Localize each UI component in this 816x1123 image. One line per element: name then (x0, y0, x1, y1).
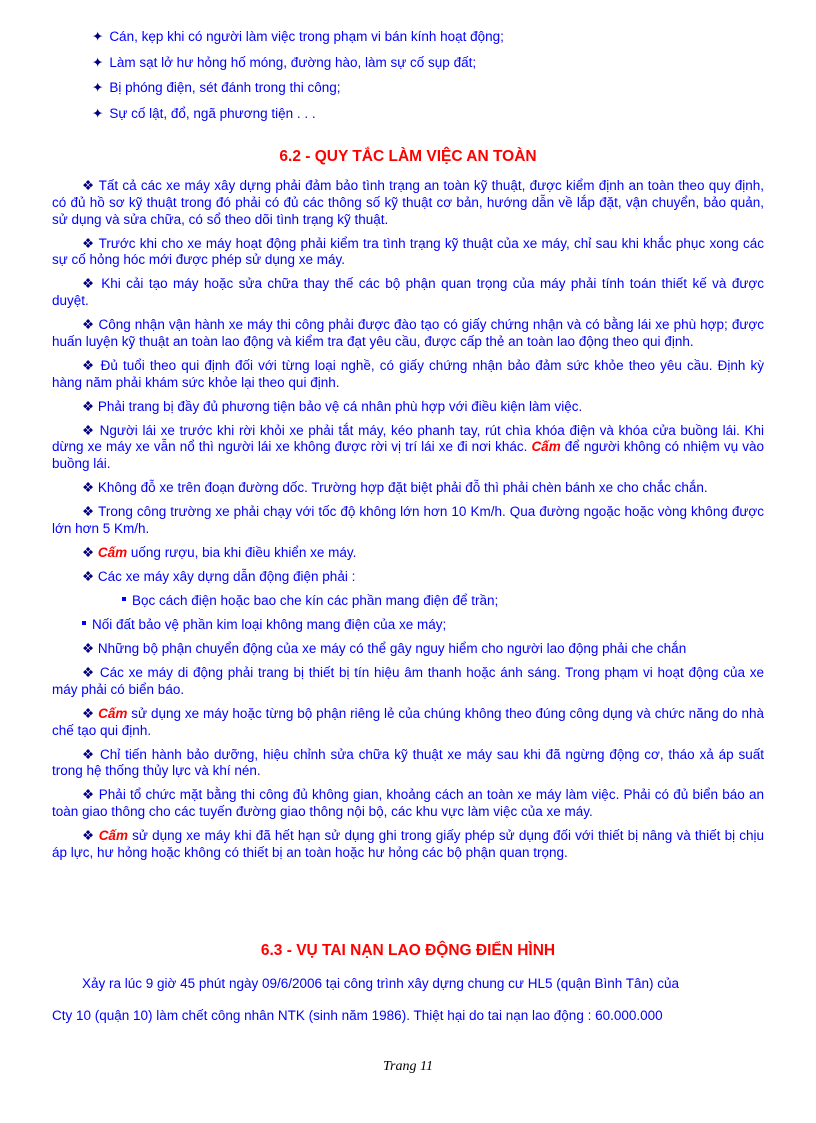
small-square-icon (122, 597, 126, 601)
four-diamonds-icon: ❖ (82, 235, 95, 251)
prohibition-emphasis: Cấm (531, 439, 561, 455)
rule-paragraph: ❖ Phải tổ chức mặt bằng thi công đủ không gian, khoảng cách an toàn xe máy làm việc. Phải có đủ biển báo an toàn giao thông cho các tuyến đường giao thông nội bộ, các khu vực làm việc của xe máy. (52, 787, 764, 820)
accident-text-line: Xảy ra lúc 9 giờ 45 phút ngày 09/6/2006 tại công trình xây dựng chung cư HL5 (quận Bình Tân) của (82, 976, 680, 991)
four-diamonds-icon: ❖ (82, 787, 95, 803)
section-heading-6-3: 6.3 - VỤ TAI NẠN LAO ĐỘNG ĐIỂN HÌNH (260, 942, 556, 959)
list-item: ✦ Cán, kẹp khi có người làm việc trong phạm vi bán kính hoạt động; (92, 29, 504, 44)
list-item: ✦ Bị phóng điện, sét đánh trong thi công; (92, 80, 341, 95)
rule-paragraph: ❖ Cấm sử dụng xe máy hoặc từng bộ phận riêng lẻ của chúng không theo đúng công dụng và chức năng do nhà chế tạo qui định. (52, 705, 764, 738)
hazard-list (92, 28, 772, 130)
sub-list-item: Bọc cách điện hoặc bao che kín các phần mang điện để trần; (52, 593, 764, 610)
four-diamonds-icon: ❖ (82, 317, 95, 333)
prohibition-emphasis: Cấm (97, 545, 128, 561)
list-item: ✦ Làm sạt lở hư hỏng hố móng, đường hào, làm sự cố sụp đất; (92, 54, 477, 70)
four-pointed-star-icon: ✦ (92, 29, 104, 44)
rule-paragraph: ❖ Công nhận vận hành xe máy thi công phải được đào tạo có giấy chứng nhận và có bằng lái xe phù hợp; được huấn luyện kỹ thuật an toàn lao động và kiểm tra đạt yêu cầu, được cấp thẻ an toàn lao động theo qui định. (52, 317, 764, 349)
four-diamonds-icon: ❖ (82, 276, 96, 292)
sub-list-item: Nối đất bảo vệ phần kim loại không mang điện của xe máy; (52, 617, 764, 634)
four-diamonds-icon: ❖ (82, 504, 95, 520)
four-diamonds-icon: ❖ (82, 398, 95, 414)
rule-paragraph: ❖ Không đỗ xe trên đoạn đường dốc. Trường hợp đặt biệt phải đỗ thì phải chèn bánh xe cho chắc chắn. (82, 480, 708, 496)
four-diamonds-icon: ❖ (82, 746, 96, 762)
rule-paragraph: ❖ Trong công trường xe phải chạy với tốc độ không lớn hơn 10 Km/h. Qua đường ngoặc hoặc vòng không được lớn hơn 5 Km/h. (52, 504, 764, 537)
four-pointed-star-icon: ✦ (92, 80, 104, 95)
four-diamonds-icon: ❖ (82, 569, 95, 585)
rule-paragraph: ❖ Đủ tuổi theo qui định đối với từng loại nghề, có giấy chứng nhận bảo đảm sức khỏe theo yêu cầu. Định kỳ hàng năm phải khám sức khỏe lại theo qui định. (52, 357, 764, 390)
four-diamonds-icon: ❖ (82, 705, 95, 721)
rule-paragraph: ❖ Chỉ tiến hành bảo dưỡng, hiệu chỉnh sửa chữa kỹ thuật xe máy sau khi đã ngừng động cơ, tháo xả áp suất trong hệ thống thủy lực và khí nén. (52, 746, 764, 779)
four-diamonds-icon: ❖ (82, 178, 95, 193)
four-diamonds-icon: ❖ (82, 480, 95, 496)
four-diamonds-icon: ❖ (82, 545, 95, 561)
rule-paragraph: ❖ Trước khi cho xe máy hoạt động phải kiểm tra tình trạng kỹ thuật của xe máy, chỉ sau khi khắc phục xong các sự cố hỏng hóc mới được phép sử dụng xe máy. (52, 235, 764, 268)
section-6-2-body (52, 178, 764, 869)
rule-paragraph: ❖ Tất cả các xe máy xây dựng phải đảm bảo tình trạng an toàn kỹ thuật, được kiểm định an toàn theo quy định, có đủ hồ sơ kỹ thuật trong đó phải có đủ các thông số kỹ thuật cơ bản, hướng dẫn về lắp đặt, vận chuyển, bảo quản, sử dụng và sửa chữa, có sổ theo dõi tình trạng kỹ thuật. (52, 178, 764, 227)
page-number: Trang 11 (383, 1059, 433, 1074)
four-pointed-star-icon: ✦ (92, 105, 104, 121)
small-square-icon (82, 621, 86, 625)
rule-paragraph: ❖ Khi cải tạo máy hoặc sửa chữa thay thế các bộ phận quan trọng của máy phải tính toán thiết kế và được duyệt. (52, 276, 764, 309)
four-diamonds-icon: ❖ (82, 422, 95, 438)
four-diamonds-icon: ❖ (82, 357, 96, 373)
four-diamonds-icon: ❖ (82, 828, 95, 844)
prohibition-emphasis: Cấm (98, 828, 128, 844)
rule-paragraph: ❖ Phải trang bị đầy đủ phương tiện bảo vệ cá nhân phù hợp với điều kiện làm việc. (82, 398, 583, 414)
rule-paragraph: ❖ Người lái xe trước khi rời khỏi xe phải tắt máy, kéo phanh tay, rút chìa khóa điện và khóa cửa buồng lái. Khi dừng xe máy xe vẫn nổ thì người lái xe không được rời vị trí lái xe đi nơi khác. Cấm để người không có nhiệm vụ vào buồng lái. (52, 422, 764, 472)
four-diamonds-icon: ❖ (82, 664, 96, 680)
rule-paragraph: ❖ Cấm sử dụng xe máy khi đã hết hạn sử dụng ghi trong giấy phép sử dụng đối với thiết bị nâng và thiết bị chịu áp lực, hư hỏng hoặc không có thiết bị an toàn hoặc hư hỏng các bộ phận quan trọng. (52, 828, 764, 860)
section-heading-6-2: 6.2 - QUY TẮC LÀM VIỆC AN TOÀN (279, 148, 537, 165)
rule-paragraph: ❖ Các xe máy xây dựng dẫn động điện phải : (82, 569, 356, 585)
rule-paragraph: ❖ Các xe máy di động phải trang bị thiết bị tín hiệu âm thanh hoặc ánh sáng. Trong phạm vi hoạt động của xe máy phải có biển báo. (52, 664, 764, 697)
four-pointed-star-icon: ✦ (92, 54, 104, 70)
accident-text-line: Cty 10 (quận 10) làm chết công nhân NTK (sinh năm 1986). Thiệt hại do tai nạn lao động : 60.000.000 (52, 1008, 663, 1023)
rule-paragraph: ❖ Cấm uống rượu, bia khi điều khiển xe máy. (82, 545, 357, 561)
list-item: ✦ Sự cố lật, đổ, ngã phương tiện . . . (92, 105, 316, 121)
prohibition-emphasis: Cấm (98, 705, 128, 721)
rule-paragraph: ❖ Những bộ phận chuyển động của xe máy có thể gây nguy hiểm cho người lao động phải che chắn (82, 640, 687, 656)
four-diamonds-icon: ❖ (82, 640, 95, 656)
